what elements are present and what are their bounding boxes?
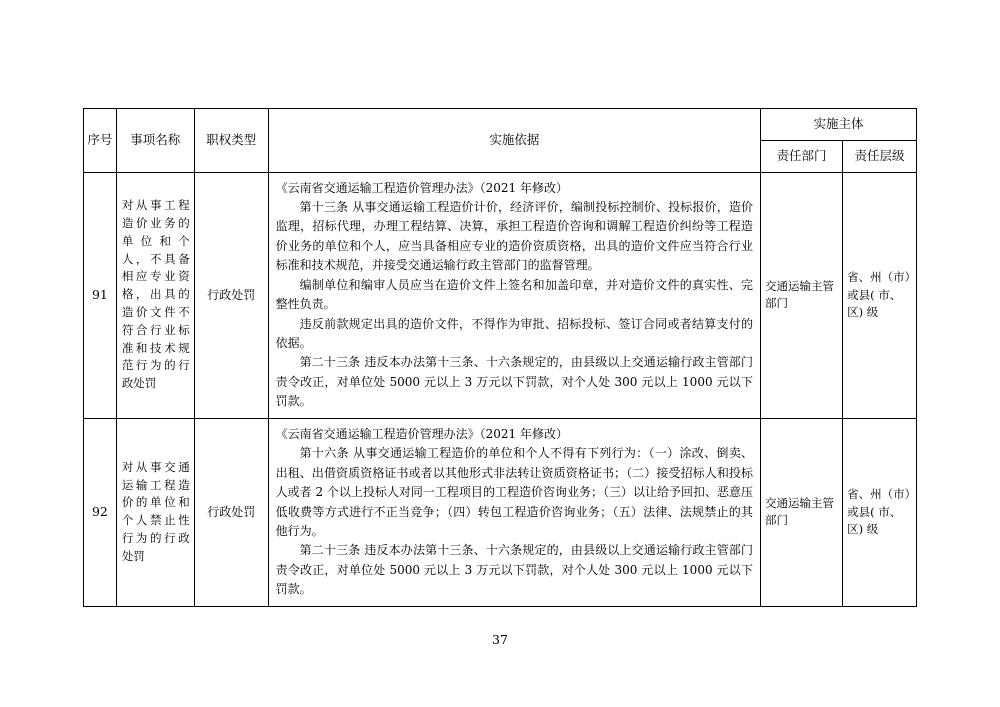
cell-legal-basis (268, 418, 760, 606)
basis-line: 编制单位和编审人员应当在造价文件上签名和加盖印章，并对造价文件的真实性、完整性负责。 (275, 277, 754, 312)
basis-line: 第二十三条 违反本办法第十三条、十六条规定的，由县级以上交通运输行政主管部门责令改正，对单位处 5000 元以上 3 万元以下罚款，对个人处 300 元以上 1000 元以下罚款。 (275, 543, 754, 597)
cell-responsible-dept: 交通运输主管部门 (761, 172, 843, 418)
table-header-row-1 (84, 109, 917, 141)
cell-responsible-level: 省、州（市）或县( 市、区) 级 (843, 418, 917, 606)
basis-line: 违反前款规定出具的造价文件，不得作为审批、招标投标、签订合同或者结算支付的依据。 (275, 316, 754, 350)
header-cell-type: 职权类型 (194, 109, 268, 173)
cell-authority-type: 行政处罚 (194, 172, 268, 418)
cell-authority-type: 行政处罚 (194, 418, 268, 606)
basis-line: 《云南省交通运输工程造价管理办法》（2021 年修改） (275, 426, 568, 441)
header-cell-dept: 责任部门 (761, 140, 843, 172)
page-number: 37 (492, 632, 508, 647)
basis-line: 第十三条 从事交通运输工程造价计价，经济评价，编制投标控制价、投标报价，造价监理，招标代理，办理工程结算、决算，承担工程造价咨询和调解工程造价纠纷等工程造价业务的单位和个人，应当具备相应专业的造价资质资格，出具的造价文件应当符合行业标准和技术规范，并接受交通运输行政主管部门的监督管理。 (275, 199, 754, 273)
header-cell-basis: 实施依据 (268, 109, 760, 173)
cell-legal-basis (268, 172, 760, 418)
header-cell-no: 序号 (84, 109, 117, 173)
cell-item-name: 对从事工程造价业务的单位和个人，不具备相应专业资格，出具的造价文件不符合行业标准和技术规范行为的行政处罚 (116, 172, 194, 418)
cell-responsible-dept: 交通运输主管部门 (761, 418, 843, 606)
header-cell-name: 事项名称 (116, 109, 194, 173)
cell-no: 91 (84, 172, 117, 418)
table-row (84, 172, 917, 418)
cell-responsible-level: 省、州（市）或县( 市、区) 级 (843, 172, 917, 418)
basis-line: 第十六条 从事交通运输工程造价的单位和个人不得有下列行为：（一）涂改、倒卖、出租、出借资质资格证书或者以其他形式非法转让资质资格证书；（二）接受招标人和投标人或者 2 个以上投标人对同一工程项目的工程造价咨询业务；（三）以让给予回扣、恶意压低收费等方式进行不正当竞争；（四）转包工程造价咨询业务；（五）法律、法规禁止的其他行为。 (275, 446, 754, 538)
header-cell-level: 责任层级 (843, 140, 917, 172)
header-cell-subject-group: 实施主体 (761, 109, 917, 141)
basis-line: 第二十三条 违反本办法第十三条、十六条规定的，由县级以上交通运输行政主管部门责令改正，对单位处 5000 元以上 3 万元以下罚款，对个人处 300 元以上 1000 元以下罚款。 (275, 355, 754, 409)
cell-item-name: 对从事交通运输工程造价的单位和个人禁止性行为的行政处罚 (116, 418, 194, 606)
authority-items-table (83, 108, 917, 607)
table-row (84, 418, 917, 606)
cell-no: 92 (84, 418, 117, 606)
basis-line: 《云南省交通运输工程造价管理办法》（2021 年修改） (275, 180, 568, 195)
